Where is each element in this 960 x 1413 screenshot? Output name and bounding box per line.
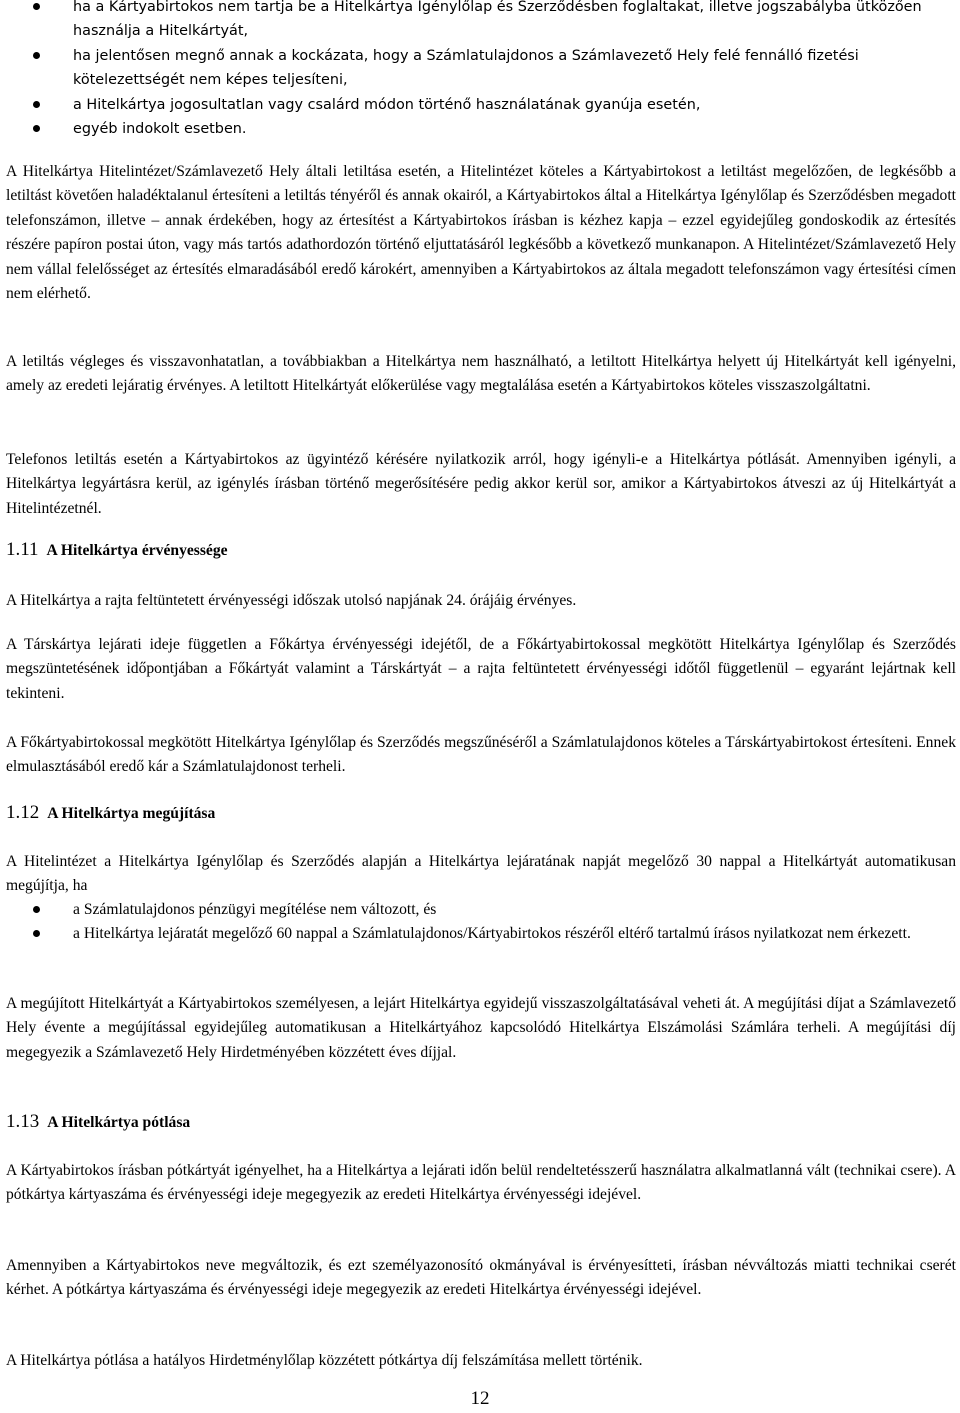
paragraph: A Kártyabirtokos írásban pótkártyát igényelhet, ha a Hitelkártya a lejárati időn belül rendeltetésszerű használatra alkalmatlanná vált (technikai csere). A pótkártya kártyaszáma és érvényességi ideje megegyezik az eredeti Hitelkártya érvényességi idejével. xyxy=(6,1162,956,1204)
paragraph: A Hitelkártya pótlása a hatályos Hirdetménylőlap közzétett pótkártya díj felszámítása mellett történik. xyxy=(6,1352,643,1369)
paragraph: A Hitelkártya a rajta feltüntetett érvényességi időszak utolsó napjának 24. órájáig érvényes. xyxy=(6,592,577,609)
bullet-icon xyxy=(33,101,40,108)
bullet-icon xyxy=(33,930,40,937)
section-title: A Hitelkártya érvényessége xyxy=(46,542,228,559)
list-item: ha a Kártyabirtokos nem tartja be a Hitelkártya Igénylőlap és Szerződésben foglaltakat, illetve jogszabályba ütközően használja a Hitelkártyát, xyxy=(6,0,956,44)
section-number: 1.11 xyxy=(6,539,39,560)
section-number: 1.12 xyxy=(6,802,40,823)
paragraph: A Főkártyabirtokossal megkötött Hitelkártya Igénylőlap és Szerződés megszűnéséről a Számlatulajdonos köteles a Társkártyabirtokost értesíteni. Ennek elmulasztásából eredő kár a Számlatulajdonost terheli. xyxy=(6,734,956,776)
bullet-icon xyxy=(33,125,40,132)
paragraph: Telefonos letiltás esetén a Kártyabirtokos az ügyintéző kérésére nyilatkozik arról, hogy igényli-e a Hitelkártya pótlását. Amennyiben igényli, a Hitelkártya legyártásra kerül, az igénylés írásban történő megerősítésére pedig akkor kerül sor, amikor a Kártyabirtokos átveszi az új Hitelkártyát a Hitelintézetnél. xyxy=(6,451,956,517)
paragraph: A megújított Hitelkártyát a Kártyabirtokos személyesen, a lejárt Hitelkártya egyidejű visszaszolgáltatásával veheti át. A megújítási díjat a Számlavezető Hely évente a megújítással egyidejűleg automatikusan a Hitelkártyához kapcsolódó Hitelkártya Elszámolási Számlára terheli. A megújítási díj megegyezik a Számlavezető Hely Hirdetményében közzétett éves díjjal. xyxy=(6,995,956,1061)
section-title: A Hitelkártya pótlása xyxy=(47,1114,191,1131)
paragraph: A letiltás végleges és visszavonhatatlan, a továbbiakban a Hitelkártya nem használható, a letiltott Hitelkártya helyett új Hitelkártyát kell igényelni, amely az eredeti lejáratig érvényes. A letiltott Hitelkártyát előkerülése vagy megtalálása esetén a Kártyabirtokos köteles visszaszolgáltatni. xyxy=(6,353,956,395)
renewal-conditions-list xyxy=(6,898,956,947)
paragraph: A Hitelkártya Hitelintézet/Számlavezető Hely általi letiltása esetén, a Hitelintézet köteles a Kártyabirtokost a letiltást megelőzően, de legkésőbb a letiltást követően haladéktalanul értesíteni a letiltás tényéről és annak okairól, a Kártyabirtokos által a Hitelkártya Igénylőlap és Szerződésben megadott telefonszámon, illetve – annak érdekében, hogy az értesítést a Kártyabirtokos írásban is kézhez kapja – ezzel egyidejűleg gondoskodik az értesítés részére papíron postai úton, vagy más tartós adathordozón történő eljuttatásáról legkésőbb a következő munkanapon. A Hitelintézet/Számlavezető Hely nem vállal felelősséget az értesítés elmaradásából eredő károkért, amennyiben a Kártyabirtokos az általa megadott telefonszámon vagy értesítési címen nem elérhető. xyxy=(6,163,956,303)
paragraph: A Hitelintézet a Hitelkártya Igénylőlap és Szerződés alapján a Hitelkártya lejáratának napját megelőző 30 nappal a Hitelkártyát automatikusan megújítja, ha xyxy=(6,853,956,895)
section-title: A Hitelkártya megújítása xyxy=(47,805,216,822)
paragraph: A Társkártya lejárati ideje független a Főkártya érvényességi idejétől, de a Főkártyabirtokossal megkötött Hitelkártya Igénylőlap és Szerződés megszüntetésének időpontjában a Főkártyát valamint a Társkártyát – a rajta feltüntetett érvényességi időtől függetlenül – egyaránt lejártnak kell tekinteni. xyxy=(6,636,956,702)
list-item: ha jelentősen megnő annak a kockázata, hogy a Számlatulajdonos a Számlavezető Hely felé fennálló fizetési kötelezettségét nem képes teljesíteni, xyxy=(6,44,956,93)
list-item: a Hitelkártya lejáratát megelőző 60 nappal a Számlatulajdonos/Kártyabirtokos részéről eltérő tartalmú írásos nyilatkozat nem érkezett. xyxy=(6,922,956,946)
section-heading xyxy=(6,538,956,563)
bullet-icon xyxy=(33,906,40,913)
list-item: egyéb indokolt esetben. xyxy=(6,117,956,141)
section-heading xyxy=(6,1110,956,1135)
list-item: a Számlatulajdonos pénzügyi megítélése nem változott, és xyxy=(6,898,956,922)
paragraph: Amennyiben a Kártyabirtokos neve megváltozik, és ezt személyazonosító okmányával is érvényesítteti, írásban névváltozás miatti technikai cserét kérhet. A pótkártya kártyaszáma és érvényességi ideje megegyezik az eredeti Hitelkártya érvényességi idejével. xyxy=(6,1257,956,1299)
page-number: 12 xyxy=(470,1388,490,1409)
section-number: 1.13 xyxy=(6,1111,40,1132)
bullet-icon xyxy=(33,52,40,59)
section-heading xyxy=(6,801,956,826)
cancellation-reasons-list xyxy=(6,0,956,141)
list-item: a Hitelkártya jogosultatlan vagy csalárd módon történő használatának gyanúja esetén, xyxy=(6,93,956,117)
bullet-icon xyxy=(33,3,40,10)
